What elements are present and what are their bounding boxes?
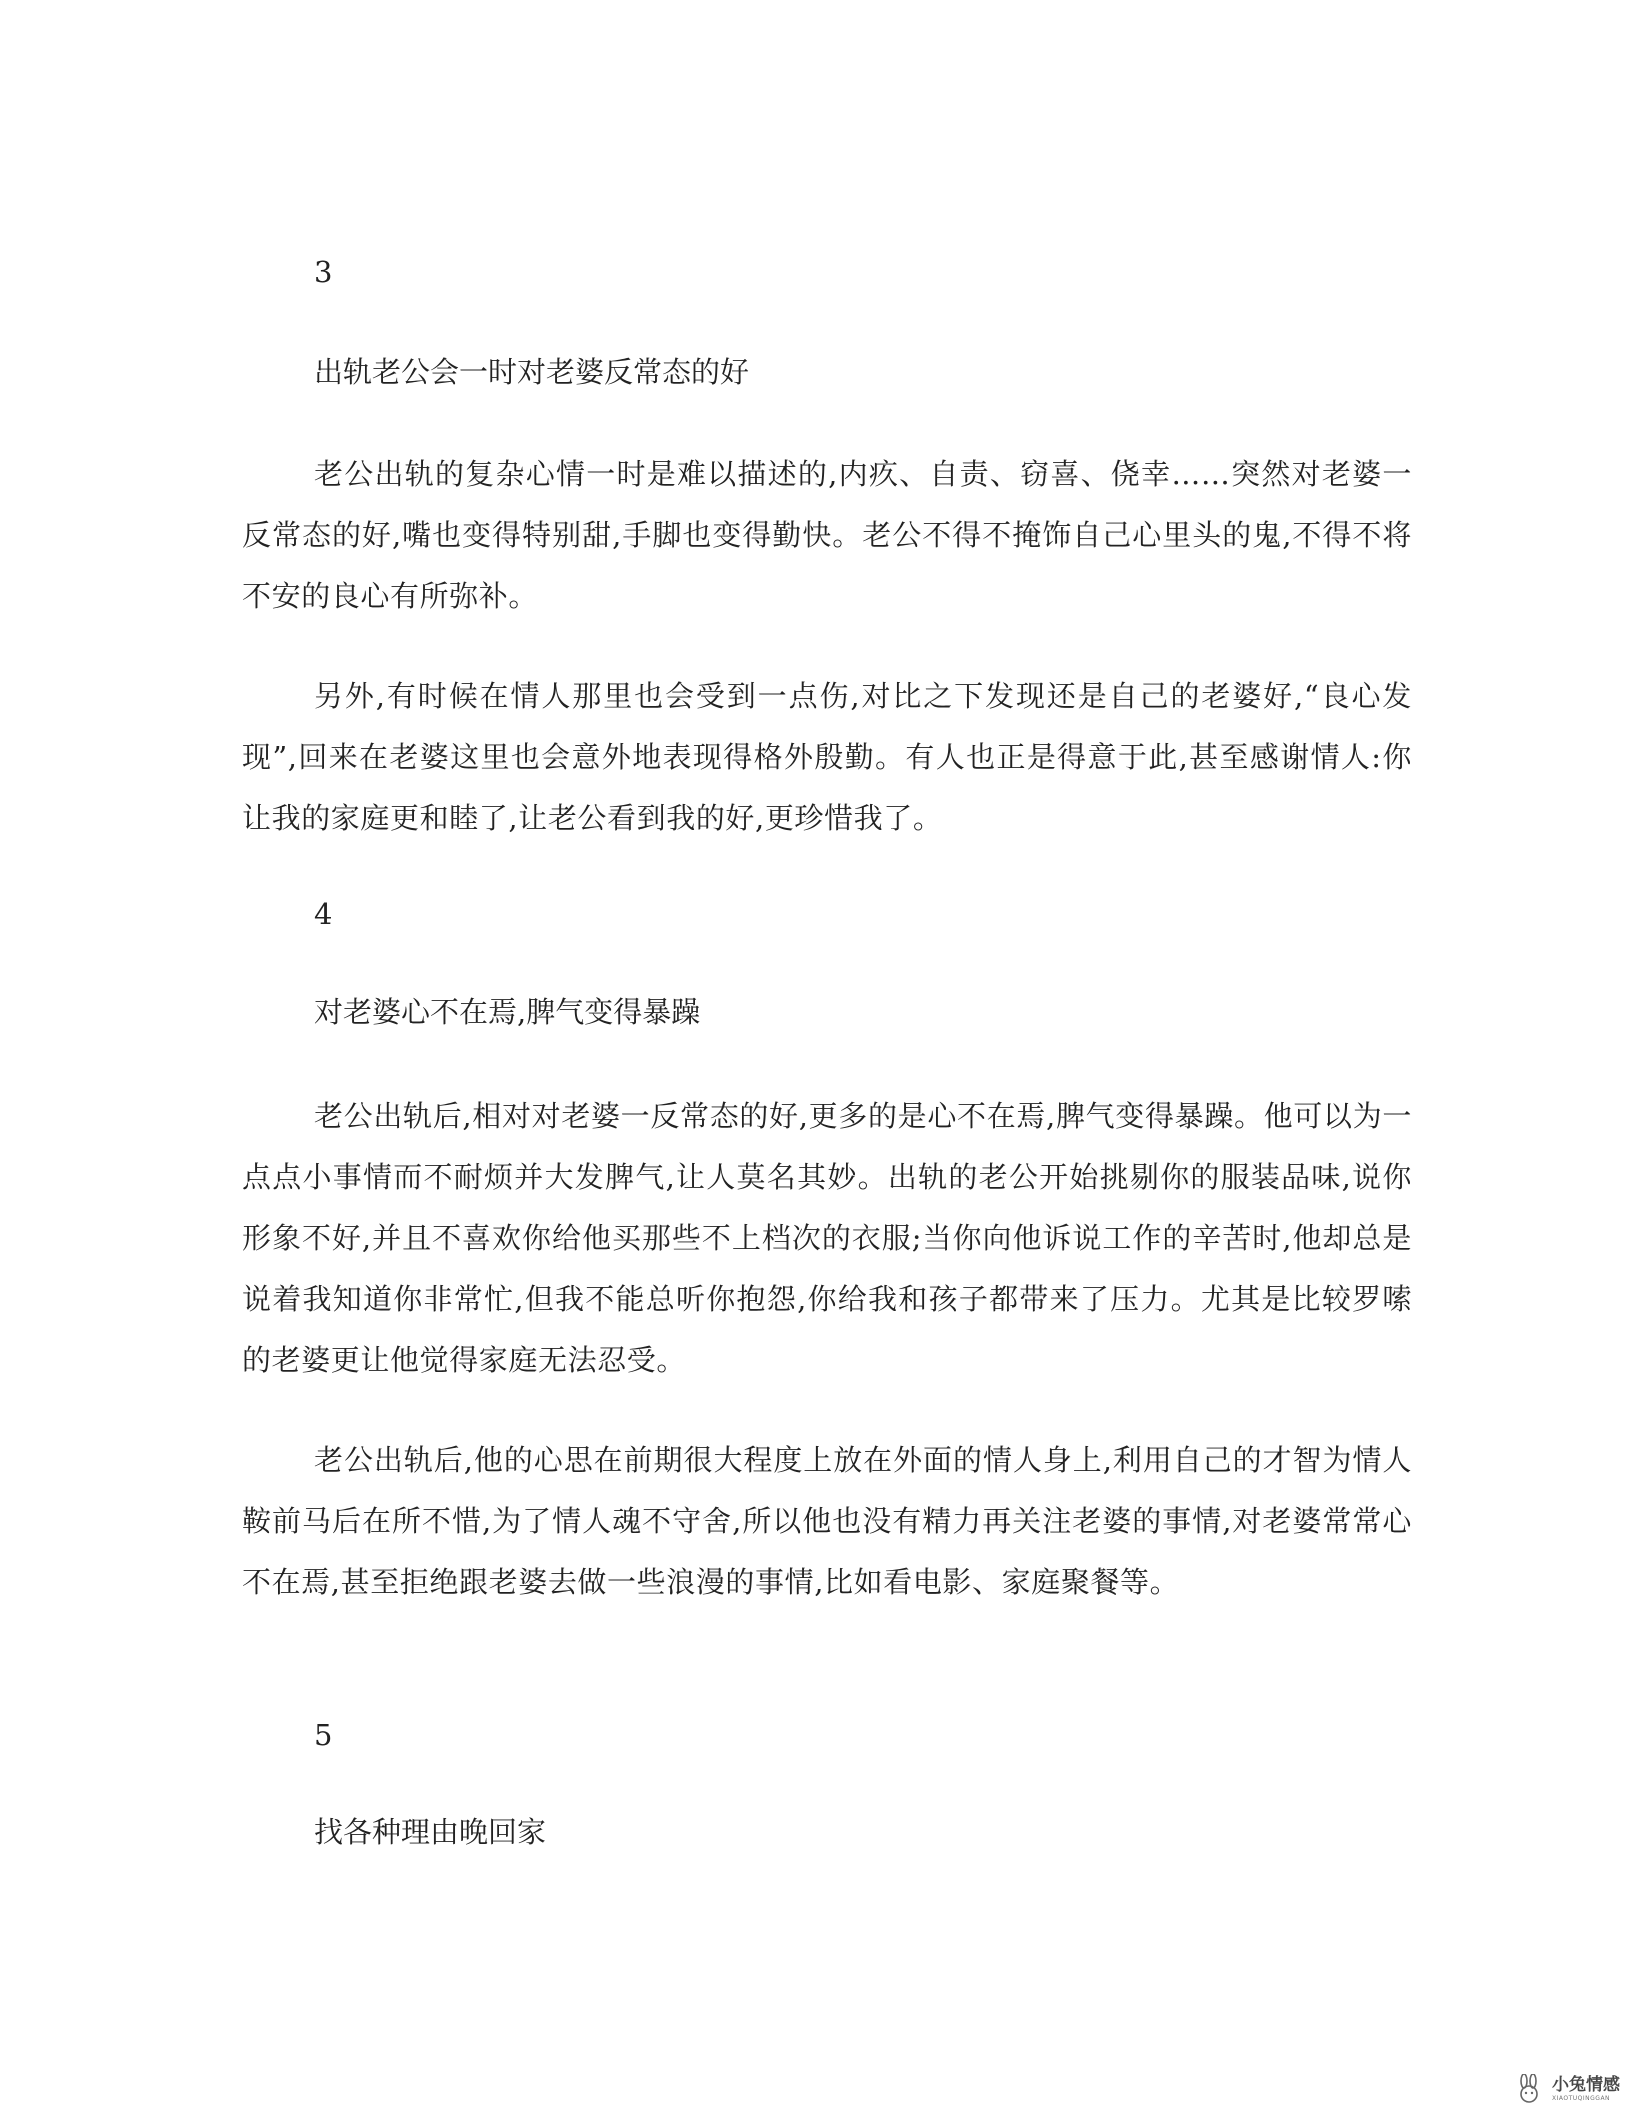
section-number-4: 4 xyxy=(314,897,333,931)
watermark xyxy=(1512,2074,1620,2104)
section-heading-3: 出轨老公会一时对老婆反常态的好 xyxy=(314,355,750,389)
watermark-brand: 小兔情感 xyxy=(1552,2075,1620,2095)
paragraph-3-2: 另外,有时候在情人那里也会受到一点伤,对比之下发现还是自己的老婆好,“良心发现”,回来在老婆这里也会意外地表现得格外殷勤。有人也正是得意于此,甚至感谢情人:你让我的家庭更和睦了,让老公看到我的好,更珍惜我了。 xyxy=(242,679,1412,835)
paragraph-3-1: 老公出轨的复杂心情一时是难以描述的,内疚、自责、窃喜、侥幸……突然对老婆一反常态的好,嘴也变得特别甜,手脚也变得勤快。老公不得不掩饰自己心里头的鬼,不得不将不安的良心有所弥补。 xyxy=(242,457,1412,613)
watermark-subtext: XIAOTUQINGGAN xyxy=(1552,2095,1611,2102)
section-number-3: 3 xyxy=(314,255,333,289)
rabbit-logo-icon xyxy=(1512,2074,1546,2104)
section-number-5: 5 xyxy=(314,1718,333,1752)
paragraph-4-1: 老公出轨后,相对对老婆一反常态的好,更多的是心不在焉,脾气变得暴躁。他可以为一点点小事情而不耐烦并大发脾气,让人莫名其妙。出轨的老公开始挑剔你的服装品味,说你形象不好,并且不喜欢你给他买那些不上档次的衣服;当你向他诉说工作的辛苦时,他却总是说着我知道你非常忙,但我不能总听你抱怨,你给我和孩子都带来了压力。尤其是比较罗嗦的老婆更让他觉得家庭无法忍受。 xyxy=(242,1099,1412,1377)
section-heading-4: 对老婆心不在焉,脾气变得暴躁 xyxy=(314,995,701,1029)
section-heading-5: 找各种理由晚回家 xyxy=(314,1815,547,1849)
paragraph-4-2: 老公出轨后,他的心思在前期很大程度上放在外面的情人身上,利用自己的才智为情人鞍前马后在所不惜,为了情人魂不守舍,所以他也没有精力再关注老婆的事情,对老婆常常心不在焉,甚至拒绝跟老婆去做一些浪漫的事情,比如看电影、家庭聚餐等。 xyxy=(242,1443,1412,1599)
